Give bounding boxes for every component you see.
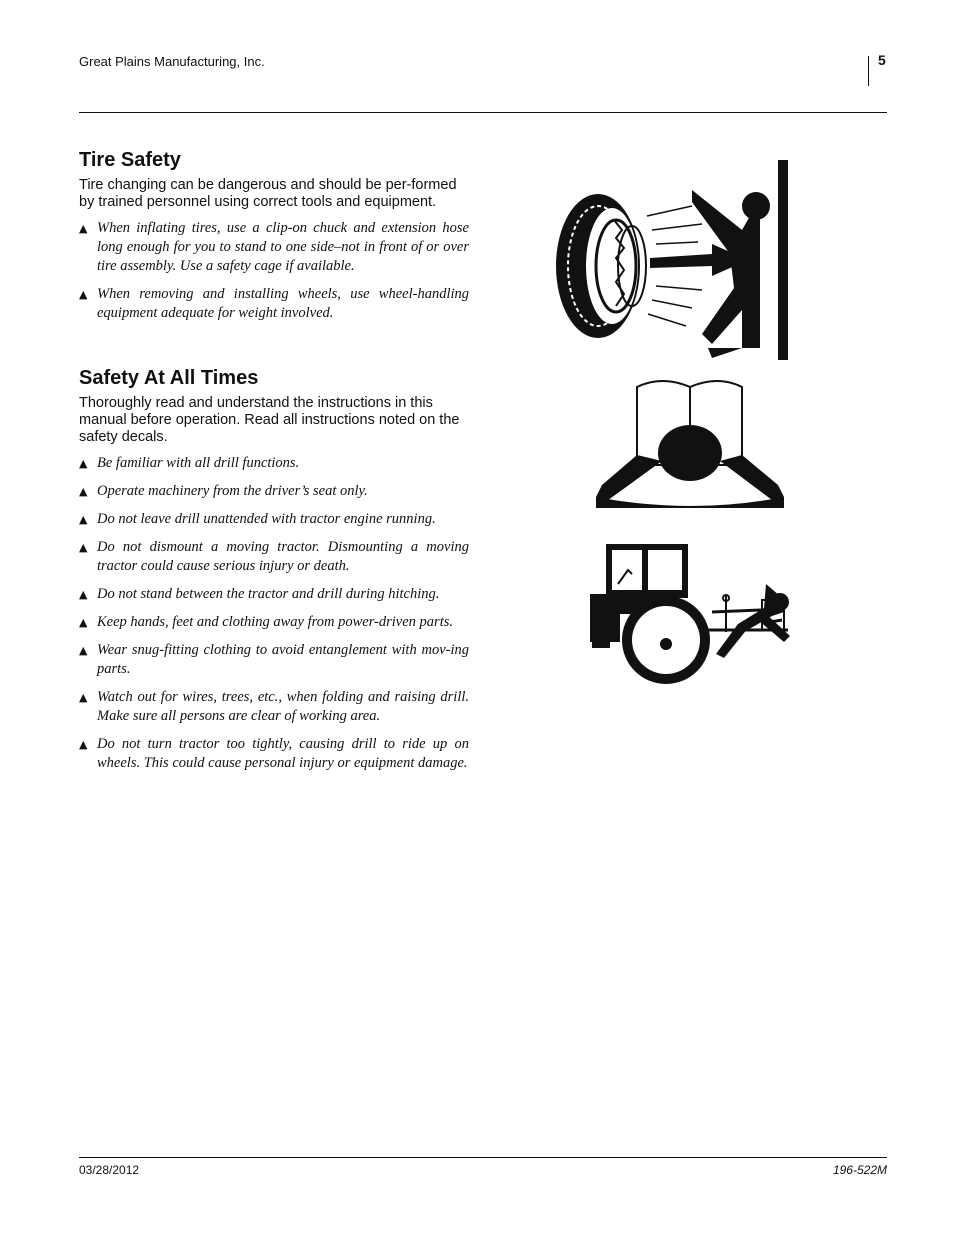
safety-all-times-list bbox=[79, 454, 469, 773]
tractor-runover-icon bbox=[588, 540, 794, 695]
header-divider bbox=[868, 56, 869, 86]
list-item: ▲ Do not dismount a moving tractor. Dismounting a moving tractor could cause serious injury or death. bbox=[79, 539, 469, 574]
list-item: ▲ When inflating tires, use a clip-on chuck and extension hose long enough for you to stand to one side–not in front of or over tire assembly. Use a safety cage if available. bbox=[79, 220, 469, 274]
safety-all-times-section bbox=[79, 366, 469, 773]
list-item: ▲ Operate machinery from the driver’s seat only. bbox=[79, 483, 368, 499]
tire-safety-list bbox=[79, 219, 469, 323]
read-manual-icon bbox=[592, 375, 788, 510]
header-company: Great Plains Manufacturing, Inc. bbox=[79, 54, 265, 69]
footer-rule bbox=[79, 1157, 887, 1158]
list-item: ▲ Keep hands, feet and clothing away from power-driven parts. bbox=[79, 614, 453, 630]
list-item: ▲ When removing and installing wheels, use wheel-handling equipment adequate for weight involved. bbox=[79, 286, 469, 321]
warning-triangle-icon: ▲ bbox=[79, 541, 88, 554]
list-item: ▲ Do not turn tractor too tightly, causing drill to ride up on wheels. This could cause personal injury or equipment damage. bbox=[79, 736, 469, 771]
tire-safety-title: Tire Safety bbox=[79, 149, 181, 171]
warning-triangle-icon: ▲ bbox=[79, 644, 88, 657]
warning-triangle-icon: ▲ bbox=[79, 738, 88, 751]
page-number: 5 bbox=[878, 52, 886, 68]
warning-triangle-icon: ▲ bbox=[79, 457, 88, 470]
footer-date: 03/28/2012 bbox=[79, 1163, 140, 1177]
warning-triangle-icon: ▲ bbox=[79, 288, 88, 301]
tire-safety-section bbox=[79, 148, 469, 323]
safety-all-times-title: Safety At All Times bbox=[79, 367, 259, 389]
list-item: ▲ Be familiar with all drill functions. bbox=[79, 455, 300, 471]
list-item: ▲ Wear snug-fitting clothing to avoid entanglement with mov-ing parts. bbox=[79, 642, 469, 677]
warning-triangle-icon: ▲ bbox=[79, 691, 88, 704]
tire-explosion-icon bbox=[552, 158, 792, 368]
warning-triangle-icon: ▲ bbox=[79, 616, 88, 629]
warning-triangle-icon: ▲ bbox=[79, 485, 88, 498]
warning-triangle-icon: ▲ bbox=[79, 513, 88, 526]
footer-doc-number: 196-522M bbox=[832, 1163, 887, 1177]
list-item: ▲ Do not leave drill unattended with tractor engine running. bbox=[79, 511, 436, 527]
warning-triangle-icon: ▲ bbox=[79, 588, 88, 601]
header-rule bbox=[79, 112, 887, 113]
safety-all-times-intro: Thoroughly read and understand the instructions in this manual before operation. Read all instructions noted on the safety decals. bbox=[79, 395, 460, 445]
list-item: ▲ Do not stand between the tractor and drill during hitching. bbox=[79, 586, 440, 602]
warning-triangle-icon: ▲ bbox=[79, 222, 88, 235]
tire-safety-intro: Tire changing can be dangerous and should be per-formed by trained personnel using correct tools and equipment. bbox=[79, 177, 457, 210]
list-item: ▲ Watch out for wires, trees, etc., when folding and raising drill. Make sure all persons are clear of working area. bbox=[79, 689, 469, 724]
